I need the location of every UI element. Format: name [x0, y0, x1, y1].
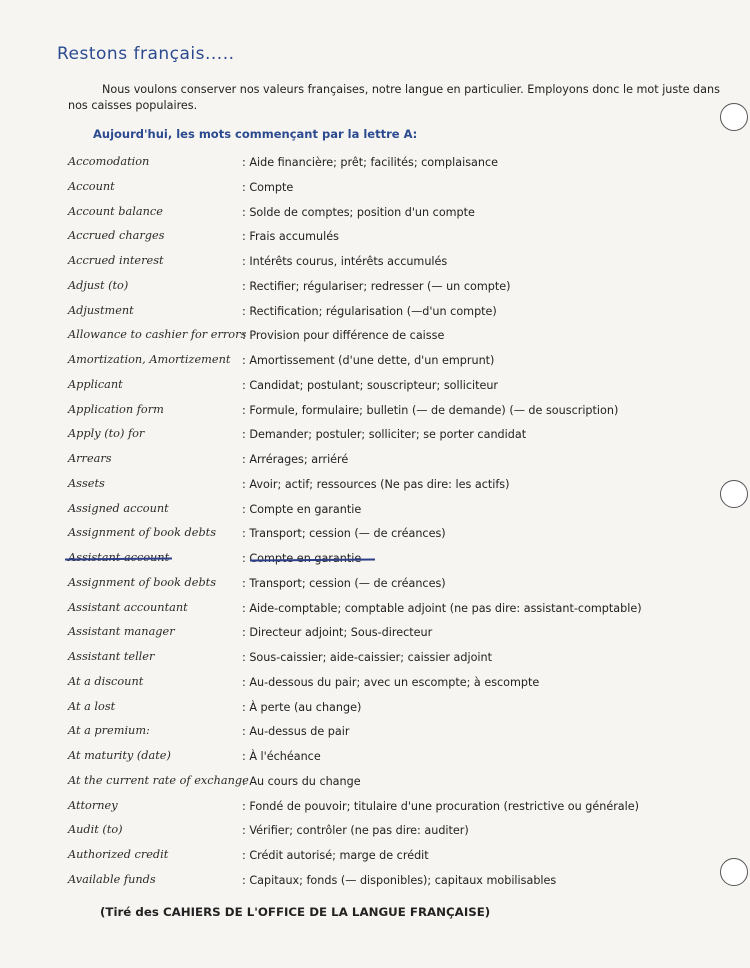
glossary-row — [0, 871, 750, 895]
glossary-definition: : Formule, formulaire; bulletin (— de demande) (— de souscription) — [242, 403, 619, 417]
glossary-definition: : Amortissement (d'une dette, d'un emprunt) — [242, 354, 495, 367]
glossary-row — [0, 425, 750, 449]
glossary-definition: : Solde de comptes; position d'un compte — [242, 205, 475, 219]
glossary-row — [0, 326, 750, 350]
punch-hole-bottom — [720, 858, 748, 886]
struck-definition-wrapper: : Compte en garantie — [242, 552, 362, 565]
source-footer: (Tiré des CAHIERS DE L'OFFICE DE LA LANGUE FRANÇAISE) — [100, 905, 491, 919]
struck-term-wrapper: Assistant account — [68, 551, 170, 564]
glossary-term: Applicant — [68, 377, 123, 391]
glossary-definition: : À l'échéance — [242, 750, 321, 763]
glossary-definition: : Demander; postuler; solliciter; se porter candidat — [242, 428, 527, 442]
section-subheading: Aujourd'hui, les mots commençant par la lettre A: — [93, 127, 418, 141]
glossary-definition: : Crédit autorisé; marge de crédit — [242, 849, 429, 862]
glossary-row — [0, 475, 750, 499]
glossary-row — [0, 673, 750, 697]
glossary-row — [0, 549, 750, 573]
glossary-term: Accrued interest — [68, 254, 164, 267]
glossary-row — [0, 401, 750, 425]
glossary-row — [0, 524, 750, 548]
glossary-term: Authorized credit — [68, 848, 169, 861]
glossary-row — [0, 797, 750, 821]
glossary-definition: : Au-dessous du pair; avec un escompte; à escompte — [242, 675, 540, 689]
intro-paragraph: Nous voulons conserver nos valeurs françaises, notre langue en particulier. Employons donc le mot juste dans nos caisses populaires. — [68, 83, 720, 112]
glossary-term: Application form — [68, 402, 164, 416]
glossary-definition: : À perte (au change) — [242, 700, 362, 714]
glossary-term: At a premium: — [68, 724, 150, 738]
glossary-definition: : Capitaux; fonds (— disponibles); capitaux mobilisables — [242, 873, 557, 887]
glossary-term: Available funds — [68, 872, 156, 886]
glossary-row — [0, 450, 750, 474]
glossary-term: Assignment of book debts — [68, 526, 217, 540]
glossary-row — [0, 698, 750, 722]
glossary-term: Assets — [68, 476, 105, 490]
glossary-row — [0, 599, 750, 623]
glossary-definition: : Intérêts courus, intérêts accumulés — [242, 255, 448, 268]
glossary-term: Adjustment — [68, 303, 134, 317]
glossary-term: Accrued charges — [68, 229, 165, 243]
glossary-term: Assigned account — [68, 501, 169, 515]
glossary-row — [0, 376, 750, 400]
glossary-term: Assistant teller — [68, 650, 155, 663]
glossary-definition: : Transport; cession (— de créances) — [242, 576, 446, 590]
glossary-term: At a lost — [68, 699, 116, 713]
glossary-definition: : Candidat; postulant; souscripteur; solliciteur — [242, 378, 499, 392]
glossary-row — [0, 821, 750, 845]
glossary-row — [0, 153, 750, 177]
glossary-term: Assistant manager — [68, 625, 175, 639]
glossary-term: At a discount — [68, 674, 144, 688]
glossary-term: Adjust (to) — [68, 278, 129, 292]
glossary-term: Accomodation — [68, 155, 150, 168]
glossary-term: Account balance — [68, 204, 163, 218]
glossary-row — [0, 574, 750, 598]
bleed-through-text — [505, 36, 735, 56]
glossary-row — [0, 277, 750, 301]
glossary-term: At maturity (date) — [68, 749, 171, 762]
glossary-row — [0, 747, 750, 771]
glossary-row — [0, 500, 750, 524]
glossary-definition: : Vérifier; contrôler (ne pas dire: auditer) — [242, 824, 469, 838]
glossary-definition: : Sous-caissier; aide-caissier; caissier adjoint — [242, 651, 493, 664]
glossary-definition — [242, 552, 361, 565]
glossary-row — [0, 846, 750, 870]
glossary-definition: : Fondé de pouvoir; titulaire d'une procuration (restrictive ou générale) — [242, 799, 640, 813]
glossary-definition: : Rectification; régularisation (—d'un compte) — [242, 304, 497, 318]
glossary-definition: : Frais accumulés — [242, 230, 339, 244]
glossary-term: Audit (to) — [68, 823, 123, 837]
glossary-term: Arrears — [68, 452, 112, 465]
glossary-term: Apply (to) for — [68, 427, 145, 441]
glossary-row — [0, 772, 750, 796]
glossary-row — [0, 623, 750, 647]
glossary-row — [0, 351, 750, 375]
glossary-row — [0, 302, 750, 326]
glossary-term — [68, 551, 169, 564]
glossary-term: Assignment of book debts — [68, 575, 217, 589]
glossary-term: Amortization, Amortizement — [68, 353, 231, 366]
punch-hole-middle — [720, 480, 748, 508]
page-title: Restons français..... — [57, 44, 235, 64]
glossary-row — [0, 722, 750, 746]
glossary-definition: : Transport; cession (— de créances) — [242, 527, 446, 541]
glossary-row — [0, 178, 750, 202]
glossary-term: Assistant accountant — [68, 600, 188, 614]
glossary-term: Account — [68, 179, 115, 193]
glossary-definition: : Au cours du change — [242, 774, 361, 788]
glossary-definition: : Compte — [242, 180, 294, 194]
glossary-term: Attorney — [68, 798, 118, 812]
glossary-definition: : Aide-comptable; comptable adjoint (ne pas dire: assistant-comptable) — [242, 601, 642, 615]
glossary-definition: : Compte en garantie — [242, 502, 362, 516]
glossary-definition: : Rectifier; régulariser; redresser (— un compte) — [242, 279, 511, 293]
glossary-term: At the current rate of exchange — [68, 773, 249, 787]
glossary-definition: : Au-dessus de pair — [242, 725, 350, 739]
glossary-definition: : Provision pour différence de caisse — [242, 329, 445, 343]
glossary-row — [0, 227, 750, 251]
glossary-definition: : Aide financière; prêt; facilités; complaisance — [242, 156, 499, 169]
glossary-row — [0, 252, 750, 276]
glossary-definition: : Arrérages; arriéré — [242, 453, 349, 466]
glossary-definition: : Directeur adjoint; Sous-directeur — [242, 626, 433, 640]
glossary-term: Allowance to cashier for errors — [68, 328, 247, 342]
glossary-definition: : Avoir; actif; ressources (Ne pas dire: les actifs) — [242, 477, 510, 491]
punch-hole-top — [720, 103, 748, 131]
glossary-row — [0, 203, 750, 227]
glossary-row — [0, 648, 750, 672]
